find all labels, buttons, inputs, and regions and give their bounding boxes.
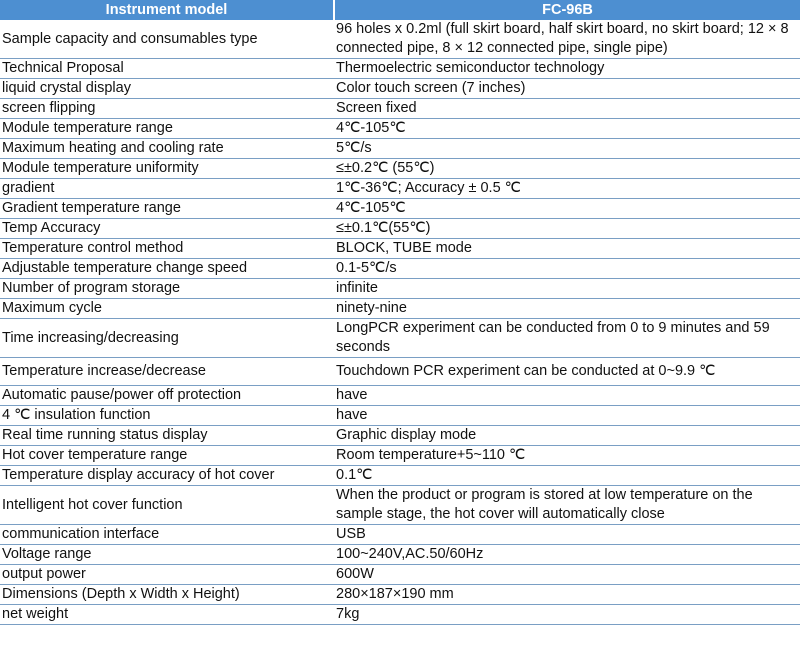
spec-value: 600W [334, 565, 800, 585]
spec-value: 0.1℃ [334, 466, 800, 486]
spec-label: Temp Accuracy [0, 219, 334, 239]
spec-row [0, 486, 800, 525]
spec-row [0, 279, 800, 299]
spec-row [0, 319, 800, 358]
spec-label: Gradient temperature range [0, 199, 334, 219]
spec-row [0, 119, 800, 139]
spec-value: USB [334, 525, 800, 545]
spec-value: 280×187×190 mm [334, 585, 800, 605]
spec-row [0, 386, 800, 406]
spec-row [0, 99, 800, 119]
spec-row [0, 199, 800, 219]
spec-value: ninety-nine [334, 299, 800, 319]
spec-value: 7kg [334, 605, 800, 625]
spec-value: Graphic display mode [334, 426, 800, 446]
spec-row [0, 545, 800, 565]
spec-row [0, 179, 800, 199]
spec-row [0, 259, 800, 279]
spec-label: Adjustable temperature change speed [0, 259, 334, 279]
spec-row [0, 446, 800, 466]
spec-value: 96 holes x 0.2ml (full skirt board, half skirt board, no skirt board; 12 × 8 connected pipe, 8 × 12 connected pipe, single pipe) [334, 20, 800, 59]
spec-value: have [334, 386, 800, 406]
spec-row [0, 20, 800, 59]
header-model-value: FC-96B [334, 0, 800, 20]
spec-row [0, 525, 800, 545]
spec-label: liquid crystal display [0, 79, 334, 99]
spec-label: Maximum heating and cooling rate [0, 139, 334, 159]
spec-label: Intelligent hot cover function [0, 486, 334, 525]
spec-row [0, 79, 800, 99]
spec-label: Technical Proposal [0, 59, 334, 79]
spec-label: Module temperature range [0, 119, 334, 139]
spec-value: 0.1-5℃/s [334, 259, 800, 279]
spec-label: Maximum cycle [0, 299, 334, 319]
spec-value: Room temperature+5~110 ℃ [334, 446, 800, 466]
spec-row [0, 605, 800, 625]
spec-row [0, 358, 800, 386]
spec-value: infinite [334, 279, 800, 299]
spec-row [0, 585, 800, 605]
spec-label: screen flipping [0, 99, 334, 119]
spec-value: have [334, 406, 800, 426]
spec-label: communication interface [0, 525, 334, 545]
spec-value: When the product or program is stored at low temperature on the sample stage, the hot cover will automatically close [334, 486, 800, 525]
spec-value: BLOCK, TUBE mode [334, 239, 800, 259]
spec-row [0, 565, 800, 585]
spec-row [0, 426, 800, 446]
spec-label: Automatic pause/power off protection [0, 386, 334, 406]
spec-value: 4℃-105℃ [334, 119, 800, 139]
spec-label: output power [0, 565, 334, 585]
spec-row [0, 406, 800, 426]
spec-label: Dimensions (Depth x Width x Height) [0, 585, 334, 605]
spec-value: LongPCR experiment can be conducted from 0 to 9 minutes and 59 seconds [334, 319, 800, 358]
spec-label: Hot cover temperature range [0, 446, 334, 466]
spec-label: Temperature control method [0, 239, 334, 259]
spec-row [0, 239, 800, 259]
spec-value: 5℃/s [334, 139, 800, 159]
spec-row [0, 139, 800, 159]
spec-label: Module temperature uniformity [0, 159, 334, 179]
spec-label: 4 ℃ insulation function [0, 406, 334, 426]
spec-label: Number of program storage [0, 279, 334, 299]
header-model-label: Instrument model [0, 0, 334, 20]
header-row [0, 0, 800, 20]
spec-label: gradient [0, 179, 334, 199]
spec-row [0, 59, 800, 79]
spec-value: Screen fixed [334, 99, 800, 119]
spec-row [0, 219, 800, 239]
spec-value: Color touch screen (7 inches) [334, 79, 800, 99]
spec-label: Real time running status display [0, 426, 334, 446]
spec-value: 1℃-36℃; Accuracy ± 0.5 ℃ [334, 179, 800, 199]
spec-value: ≤±0.1℃(55℃) [334, 219, 800, 239]
spec-value: ≤±0.2℃ (55℃) [334, 159, 800, 179]
spec-label: Temperature increase/decrease [0, 358, 334, 386]
spec-label: Temperature display accuracy of hot cover [0, 466, 334, 486]
spec-value: Thermoelectric semiconductor technology [334, 59, 800, 79]
spec-row [0, 159, 800, 179]
spec-label: net weight [0, 605, 334, 625]
spec-value: Touchdown PCR experiment can be conducted at 0~9.9 ℃ [334, 358, 800, 386]
spec-label: Sample capacity and consumables type [0, 20, 334, 59]
spec-row [0, 466, 800, 486]
spec-label: Voltage range [0, 545, 334, 565]
spec-value: 4℃-105℃ [334, 199, 800, 219]
spec-row [0, 299, 800, 319]
spec-value: 100~240V,AC.50/60Hz [334, 545, 800, 565]
spec-label: Time increasing/decreasing [0, 319, 334, 358]
spec-body [0, 20, 800, 625]
